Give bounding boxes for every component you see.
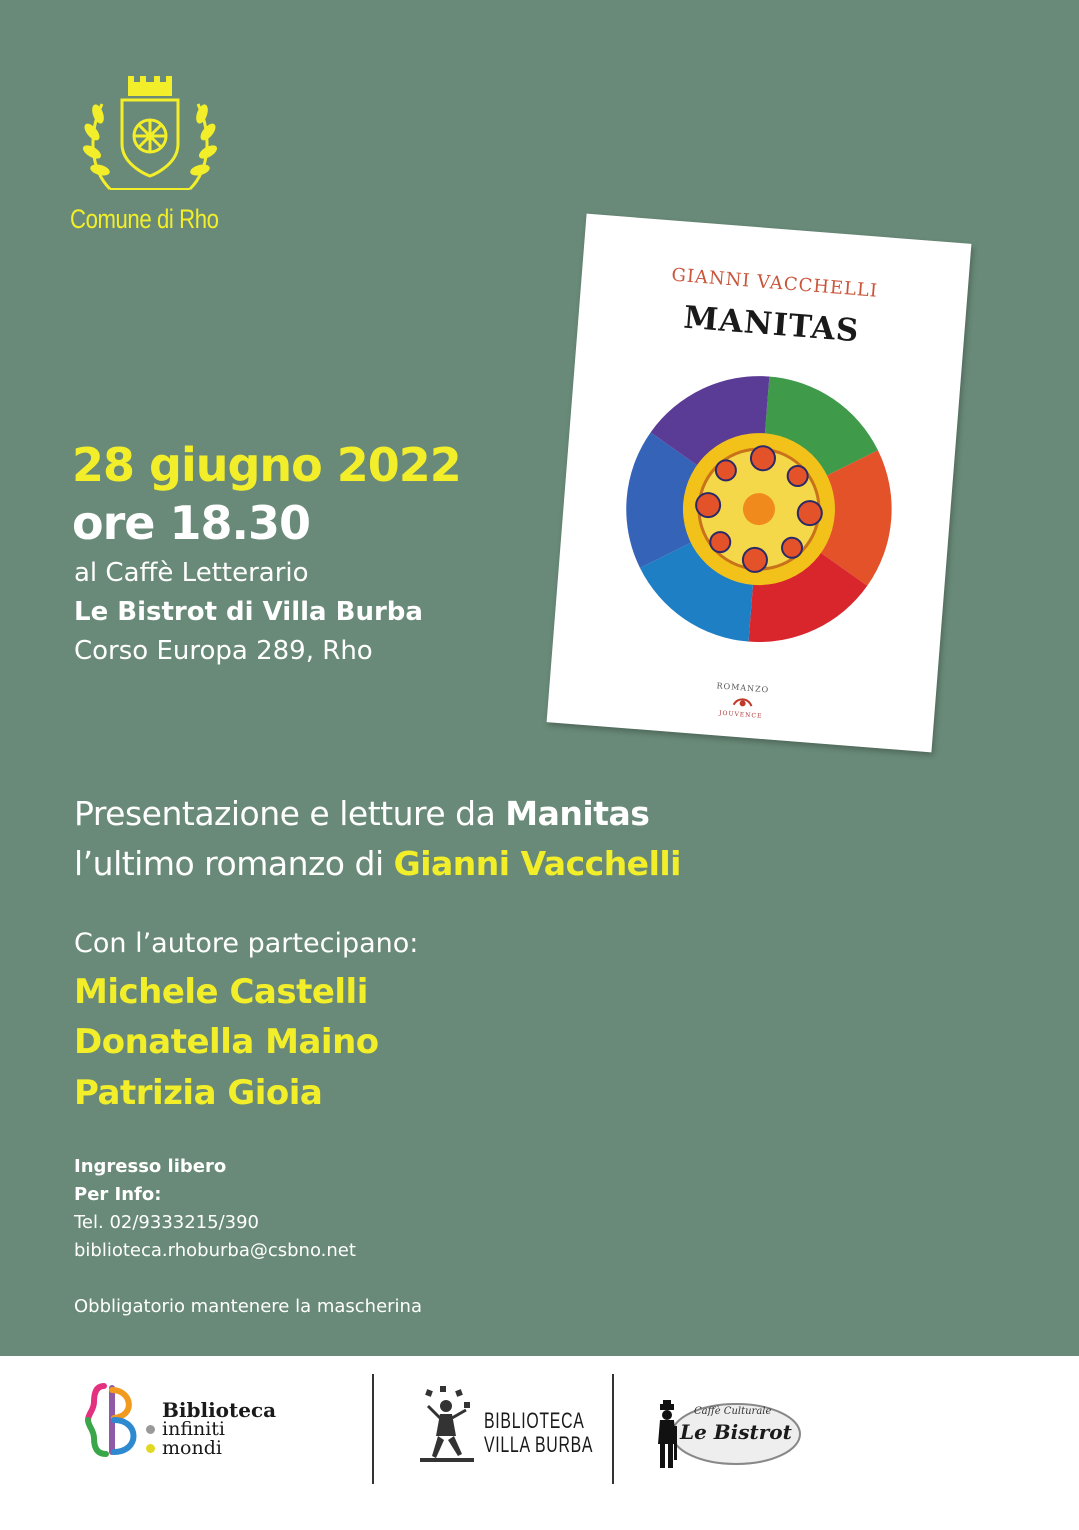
library-sub-2: mondi — [162, 1437, 222, 1459]
bistrot-tagline: Caffè Culturale — [694, 1406, 772, 1417]
participant-name: Donatella Maino — [74, 1022, 379, 1062]
book-cover — [547, 214, 972, 753]
bistrot-name: Le Bistrot — [680, 1420, 792, 1444]
library-name: Biblioteca — [162, 1398, 277, 1422]
dot-icon — [146, 1425, 155, 1434]
comune-label: Comune di Rho — [70, 204, 219, 234]
presentation-line-2 — [74, 844, 681, 883]
biblioteca-infiniti-mondi-logo-icon — [84, 1380, 144, 1460]
info-phone: Tel. 02/9333215/390 — [74, 1212, 260, 1233]
villa-burba-juggler-icon — [418, 1384, 476, 1466]
presentation-prefix: Presentazione e letture da — [74, 794, 506, 833]
book-author: GIANNI VACCHELLI — [670, 264, 879, 302]
book-genre: ROMANZO — [716, 681, 770, 695]
villa-burba-line-1: BIBLIOTECA — [484, 1408, 585, 1433]
book-publisher: JOUVENCE — [718, 709, 763, 720]
presentation-line-1 — [74, 794, 649, 833]
event-year: 2022 — [336, 438, 461, 492]
library-sub-1: infiniti — [162, 1418, 226, 1440]
event-time: ore 18.30 — [72, 496, 311, 550]
participant-name: Patrizia Gioia — [74, 1073, 323, 1113]
info-email: biblioteca.rhoburba@csbno.net — [74, 1240, 356, 1261]
venue-name: Le Bistrot di Villa Burba — [74, 597, 423, 627]
divider — [372, 1374, 374, 1484]
presentation-book: Manitas — [505, 794, 650, 833]
publisher-logo-icon — [731, 695, 754, 711]
presentation-author: Gianni Vacchelli — [393, 844, 681, 883]
participant-name: Michele Castelli — [74, 972, 368, 1012]
mask-notice: Obbligatorio mantenere la mascherina — [74, 1296, 422, 1317]
event-date — [72, 438, 461, 492]
event-day-month: 28 giugno — [72, 438, 322, 492]
venue-address: Corso Europa 289, Rho — [74, 636, 373, 666]
comune-crest-icon — [80, 74, 220, 204]
mandala-illustration-icon — [616, 366, 902, 652]
footer — [0, 1356, 1079, 1530]
dot-icon — [146, 1444, 155, 1453]
divider — [612, 1374, 614, 1484]
info-label: Per Info: — [74, 1184, 162, 1205]
book-title: MANITAS — [682, 299, 861, 350]
venue-intro: al Caffè Letterario — [74, 558, 309, 588]
villa-burba-line-2: VILLA BURBA — [484, 1432, 594, 1457]
participants-intro: Con l’autore partecipano: — [74, 928, 419, 959]
presentation-author-prefix: l’ultimo romanzo di — [74, 844, 394, 883]
entry-note: Ingresso libero — [74, 1156, 227, 1177]
